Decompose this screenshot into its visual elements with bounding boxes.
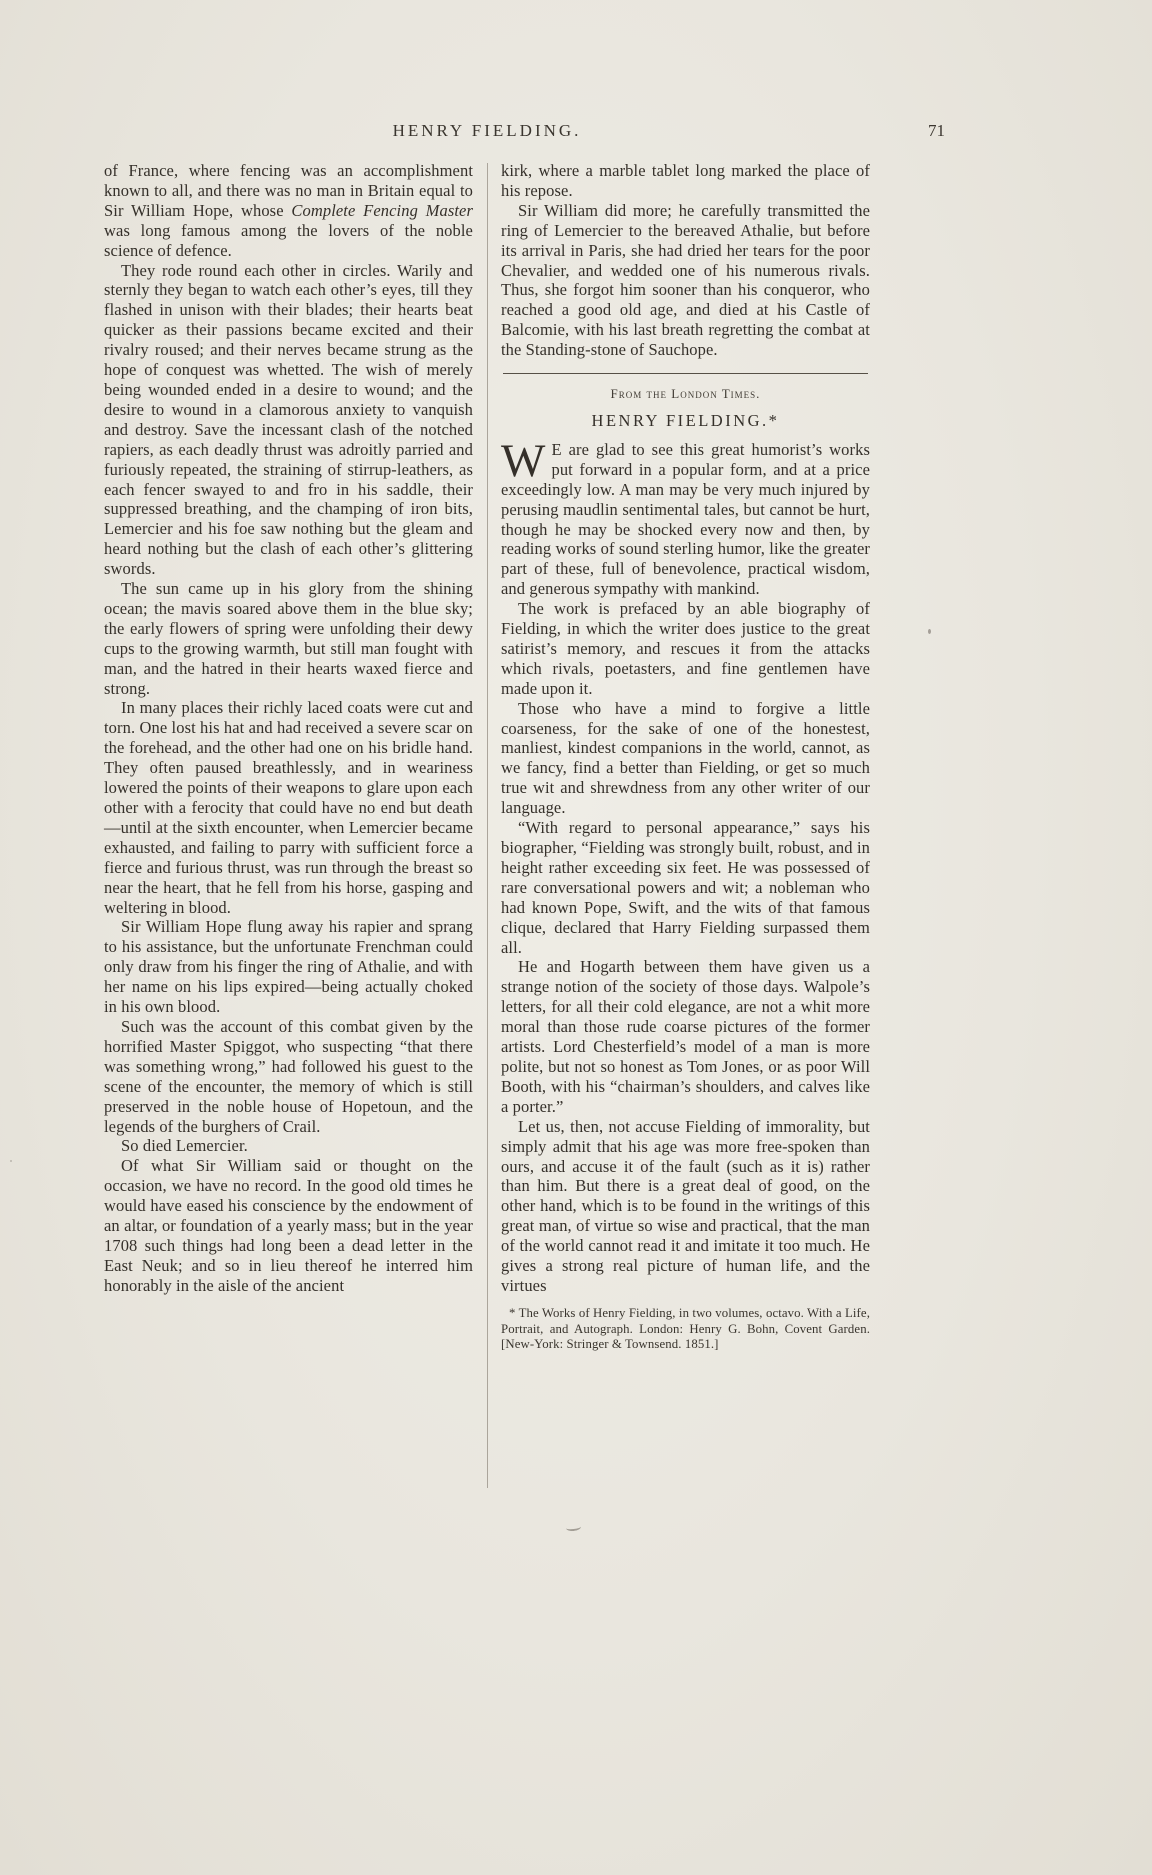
running-head-title: HENRY FIELDING. bbox=[392, 121, 582, 140]
paragraph: So died Lemercier. bbox=[121, 1136, 248, 1156]
scan-speck bbox=[10, 1160, 12, 1162]
paragraph: “With regard to personal appearance,” says his biographer, “Fielding was strongly built, robust, and in height rather exceeding six feet. He was possessed of rare conversational powers and wit; a nobleman who had known Pope, Swift, and the wits of that famous clique, declared that Harry Fielding surpassed them all. bbox=[501, 818, 870, 957]
footnote: * The Works of Henry Fielding, in two volumes, octavo. With a Life, Portrait, and Autograph. London: Henry G. Bohn, Covent Garden. [New-York: Stringer & Townsend. 1851.] bbox=[501, 1305, 870, 1352]
paragraph-text: of France, where fencing was an accomplishment known to all, and there was no man in Britain equal to Sir William Hope, whose bbox=[104, 161, 473, 220]
left-column bbox=[104, 161, 473, 1353]
paragraph: Such was the account of this combat given by the horrified Master Spiggot, who suspecting “that there was something wrong,” had followed his guest to the scene of the encounter, the memory of which is still preserved in the noble house of Hopetoun, and the legends of the burghers of Crail. bbox=[104, 1016, 473, 1136]
paragraph: He and Hogarth between them have given us a strange notion of the society of those days. Walpole’s letters, for all their cold elegance, are not a whit more moral than those rude coarse pictures of the former artists. Lord Chesterfield’s model of a man is more polite, but not so honest as Tom Jones, or as poor Will Booth, with his “chairman’s shoulders, and calves like a porter.” bbox=[501, 957, 870, 1116]
paragraph: They rode round each other in circles. Warily and sternly they began to watch each other’s eyes, till they flashed in unison with their blades; their hearts beat quicker as their passions became excited and their rivalry roused; and their nerves became strung as the hope of conquest was whetted. The wish of merely being wounded ended in a desire to wound; and the desire to wound in a clamorous anxiety to vanquish and destroy. Save the incessant clash of the notched rapiers, as each deadly thrust was adroitly parried and furiously repeated, the straining of stirrup-leathers, as each fencer swayed to and fro in his saddle, their suppressed breathing, and the champing of iron bits, Lemercier and his foe saw nothing but the gleam and heard nothing but the clash of each other’s glittering swords. bbox=[104, 260, 473, 579]
paragraph: The sun came up in his glory from the shining ocean; the mavis soared above them in the blue sky; the early flowers of spring were unfolding their dewy cups to the growing warmth, but still man fought with man, and the hatred in their hearts waxed fierce and strong. bbox=[104, 579, 473, 698]
scan-mark bbox=[566, 1523, 582, 1532]
paragraph: Of what Sir William said or thought on the occasion, we have no record. In the good old times he would have eased his conscience by the endowment of an altar, or foundation of a yearly mass; but in the year 1708 such things had long been a dead letter in the East Neuk; and so in lieu thereof he interred him honorably in the aisle of the ancient bbox=[104, 1156, 473, 1295]
paragraph: Sir William Hope flung away his rapier and sprang to his assistance, but the unfortunate Frenchman could only draw from his finger the ring of Athalie, and with her name on his lips expired—being actually choked in his own blood. bbox=[104, 917, 473, 1017]
paragraph: Let us, then, not accuse Fielding of immorality, but simply admit that his age was more free-spoken than ours, and accuse it of the fault (such as it is) rather than him. But there is a great deal of good, on the other hand, which is to be found in the writings of this great man, of virtue so wise and practical, that the man of the world cannot read it and imitate it too much. He gives a strong real picture of human life, and the virtues bbox=[501, 1116, 870, 1295]
scan-speck bbox=[928, 629, 931, 634]
page-number: 71 bbox=[928, 121, 945, 140]
paragraph-text: was long famous among the lovers of the noble science of defence. bbox=[104, 220, 473, 260]
paragraph: Sir William did more; he carefully transmitted the ring of Lemercier to the bereaved Athalie, but before its arrival in Paris, she had dried her tears for the poor Chevalier, and wedded one of his numerous rivals. Thus, she forgot him sooner than his conqueror, who reached a good old age, and died at his Castle of Balcomie, with his last breath regretting the combat at the Standing-stone of Sauchope. bbox=[501, 200, 870, 360]
dropcap-letter: W bbox=[501, 434, 546, 487]
section-divider-rule bbox=[503, 373, 868, 374]
article-source-line: From the London Times. bbox=[610, 386, 761, 402]
paragraph: kirk, where a marble tablet long marked the place of his repose. bbox=[501, 161, 870, 200]
article-title: HENRY FIELDING.* bbox=[591, 410, 780, 430]
paragraph bbox=[104, 161, 473, 261]
book-title-italic: Complete Fencing Master bbox=[291, 200, 474, 220]
paragraph bbox=[501, 434, 870, 599]
paragraph: The work is prefaced by an able biography of Fielding, in which the writer does justice to the great satirist’s memory, and rescues it from the attacks which rivals, poetasters, and fine gentlemen have made upon it. bbox=[501, 599, 870, 698]
right-column bbox=[501, 161, 870, 1353]
paragraph: Those who have a mind to forgive a little coarseness, for the sake of one of the honestest, manliest, kindest companions in the world, cannot, as we fancy, find a better than Fielding, or get so much true wit and shrewdness from any other writer of our language. bbox=[501, 698, 870, 818]
text-columns bbox=[104, 161, 870, 1353]
paragraph-text: E are glad to see this great humorist’s works put forward in a popular form, and at a price exceedingly low. A man may be very much injured by perusing maudlin sentimental tales, but cannot be hurt, though he may be shocked every now and then, by reading works of sound sterling humor, like the greater part of these, full of benevolence, practical wisdom, and generous sympathy with mankind. bbox=[501, 439, 870, 599]
paragraph: In many places their richly laced coats were cut and torn. One lost his hat and had received a severe scar on the forehead, and the other had one on his bridle hand. They often paused breathlessly, and in weariness lowered the points of their weapons to glare upon each other with a ferocity that could have no end but death—until at the sixth encounter, when Lemercier became exhausted, and failing to parry with sufficient force a fierce and furious thrust, was run through the breast so near the heart, that he fell from his horse, gasping and weltering in blood. bbox=[104, 698, 473, 917]
